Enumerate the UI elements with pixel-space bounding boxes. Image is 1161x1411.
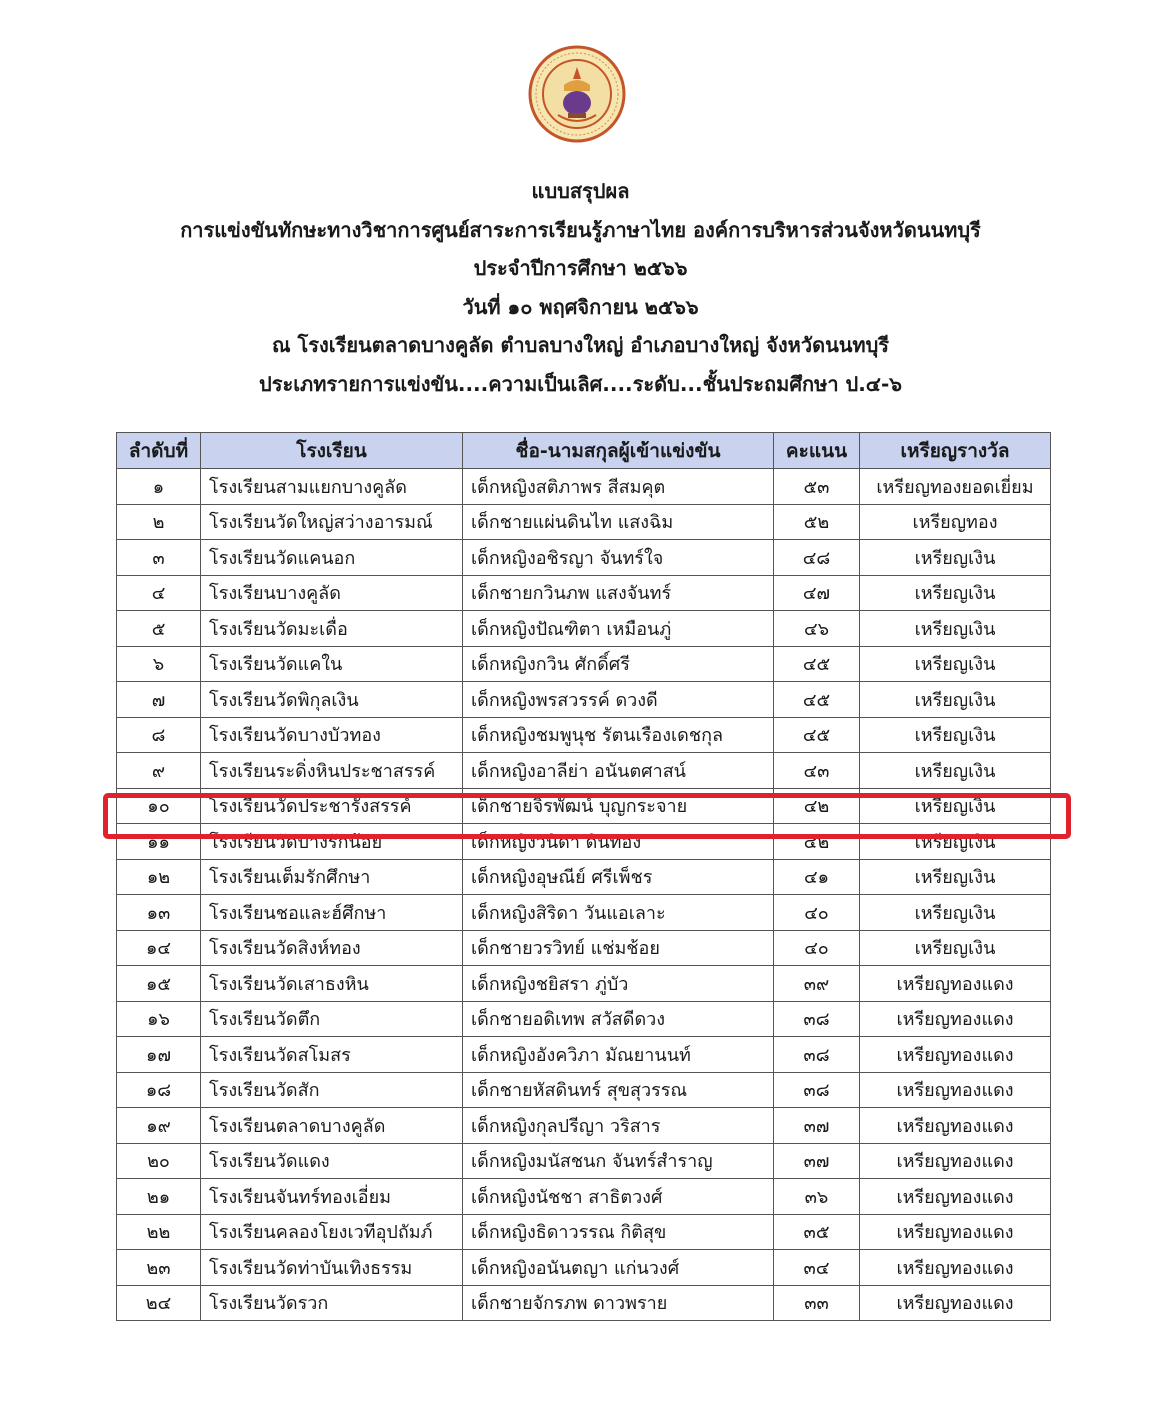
school-cell: โรงเรียนวัดสัก — [201, 1072, 463, 1108]
award-cell: เหรียญทองแดง — [860, 1285, 1051, 1321]
score-cell: ๕๓ — [774, 469, 860, 505]
student-cell: เด็กชายวรวิทย์ แช่มช้อย — [463, 930, 774, 966]
score-cell: ๔๐ — [774, 895, 860, 931]
student-cell: เด็กชายหัสดินทร์ สุขสุวรรณ — [463, 1072, 774, 1108]
score-cell: ๓๓ — [774, 1285, 860, 1321]
school-cell: โรงเรียนวัดแคนอก — [201, 540, 463, 576]
rank-cell: ๑๖ — [117, 1001, 201, 1037]
award-cell: เหรียญเงิน — [860, 575, 1051, 611]
award-cell: เหรียญเงิน — [860, 930, 1051, 966]
competition-date: วันที่ ๑๐ พฤศจิกายน ๒๕๖๖ — [462, 294, 699, 319]
document-header — [0, 172, 1161, 403]
table-row — [117, 753, 1051, 789]
rank-cell: ๑๙ — [117, 1108, 201, 1144]
rank-cell: ๗ — [117, 682, 201, 718]
table-row — [117, 540, 1051, 576]
student-cell: เด็กหญิงพรสวรรค์ ดวงดี — [463, 682, 774, 718]
student-cell: เด็กหญิงอชิรญา จันทร์ใจ — [463, 540, 774, 576]
score-cell: ๔๘ — [774, 540, 860, 576]
school-cell: โรงเรียนวัดแดง — [201, 1143, 463, 1179]
score-cell: ๓๘ — [774, 1037, 860, 1073]
student-cell: เด็กหญิงปัณฑิตา เหมือนภู่ — [463, 611, 774, 647]
score-cell: ๓๘ — [774, 1001, 860, 1037]
award-cell: เหรียญเงิน — [860, 611, 1051, 647]
student-cell: เด็กหญิงสติภาพร สีสมคุต — [463, 469, 774, 505]
school-seal-icon — [528, 45, 626, 143]
award-cell: เหรียญทองยอดเยี่ยม — [860, 469, 1051, 505]
award-cell: เหรียญเงิน — [860, 682, 1051, 718]
score-cell: ๔๕ — [774, 646, 860, 682]
student-cell: เด็กหญิงวนิดา ดินทอง — [463, 824, 774, 860]
table-row — [117, 1072, 1051, 1108]
table-row — [117, 469, 1051, 505]
score-cell: ๔๒ — [774, 788, 860, 824]
award-cell: เหรียญเงิน — [860, 646, 1051, 682]
student-cell: เด็กชายจักรภพ ดาวพราย — [463, 1285, 774, 1321]
score-cell: ๓๘ — [774, 1072, 860, 1108]
table-row — [117, 646, 1051, 682]
rank-cell: ๑๑ — [117, 824, 201, 860]
student-cell: เด็กหญิงสิริดา วันแอเลาะ — [463, 895, 774, 931]
student-cell: เด็กชายแผ่นดินไท แสงฉิม — [463, 504, 774, 540]
school-cell: โรงเรียนวัดมะเดื่อ — [201, 611, 463, 647]
award-cell: เหรียญทองแดง — [860, 966, 1051, 1002]
school-cell: โรงเรียนบางคูลัด — [201, 575, 463, 611]
rank-cell: ๙ — [117, 753, 201, 789]
score-cell: ๔๐ — [774, 930, 860, 966]
award-cell: เหรียญเงิน — [860, 895, 1051, 931]
table-row — [117, 717, 1051, 753]
score-cell: ๔๓ — [774, 753, 860, 789]
award-cell: เหรียญทองแดง — [860, 1037, 1051, 1073]
award-cell: เหรียญเงิน — [860, 717, 1051, 753]
rank-cell: ๔ — [117, 575, 201, 611]
score-cell: ๔๑ — [774, 859, 860, 895]
score-cell: ๓๙ — [774, 966, 860, 1002]
student-cell: เด็กหญิงอังควิภา มัณยานนท์ — [463, 1037, 774, 1073]
academic-year: ประจำปีการศึกษา ๒๕๖๖ — [473, 256, 688, 280]
score-cell: ๔๒ — [774, 824, 860, 860]
score-cell: ๔๗ — [774, 575, 860, 611]
table-row — [117, 611, 1051, 647]
school-cell: โรงเรียนวัดสโมสร — [201, 1037, 463, 1073]
student-cell: เด็กหญิงกุลปรีญา วริสาร — [463, 1108, 774, 1144]
rank-cell: ๑๒ — [117, 859, 201, 895]
rank-cell: ๖ — [117, 646, 201, 682]
school-cell: โรงเรียนวัดบางรักน้อย — [201, 824, 463, 860]
rank-cell: ๘ — [117, 717, 201, 753]
school-cell: โรงเรียนวัดเสาธงหิน — [201, 966, 463, 1002]
student-cell: เด็กหญิงอนันตญา แก่นวงศ์ — [463, 1250, 774, 1286]
award-cell: เหรียญทองแดง — [860, 1143, 1051, 1179]
table-row — [117, 1037, 1051, 1073]
score-cell: ๔๖ — [774, 611, 860, 647]
table-row — [117, 895, 1051, 931]
award-cell: เหรียญทองแดง — [860, 1108, 1051, 1144]
row-highlight-box — [103, 793, 1071, 839]
score-cell: ๓๗ — [774, 1143, 860, 1179]
document-title: แบบสรุปผล — [531, 179, 630, 203]
table-row — [117, 504, 1051, 540]
competition-subtitle: การแข่งขันทักษะทางวิชาการศูนย์สาระการเรียนรู้ภาษาไทย องค์การบริหารส่วนจังหวัดนนทบุรี — [180, 217, 981, 242]
score-cell: ๓๕ — [774, 1214, 860, 1250]
student-cell: เด็กหญิงชมพูนุช รัตนเรืองเดชกุล — [463, 717, 774, 753]
score-cell: ๔๕ — [774, 717, 860, 753]
competition-category: ประเภทรายการแข่งขัน....ความเป็นเลิศ....ระดับ...ชั้นประถมศึกษา ป.๔-๖ — [259, 371, 902, 396]
award-cell: เหรียญเงิน — [860, 540, 1051, 576]
table-row — [117, 1179, 1051, 1215]
table-row — [117, 1214, 1051, 1250]
student-cell: เด็กหญิงชยิสรา ภู่บัว — [463, 966, 774, 1002]
column-header-student: ชื่อ-นามสกุลผู้เข้าแข่งขัน — [463, 433, 774, 469]
school-cell: โรงเรียนวัดใหญ่สว่างอารมณ์ — [201, 504, 463, 540]
school-cell: โรงเรียนวัดท่าบันเทิงธรรม — [201, 1250, 463, 1286]
school-cell: โรงเรียนชอและฮ์ศึกษา — [201, 895, 463, 931]
award-cell: เหรียญทอง — [860, 504, 1051, 540]
award-cell: เหรียญเงิน — [860, 753, 1051, 789]
rank-cell: ๒ — [117, 504, 201, 540]
table-row — [117, 682, 1051, 718]
school-cell: โรงเรียนเต็มรักศึกษา — [201, 859, 463, 895]
table-row — [117, 1250, 1051, 1286]
score-cell: ๓๗ — [774, 1108, 860, 1144]
award-cell: เหรียญเงิน — [860, 824, 1051, 860]
rank-cell: ๑๘ — [117, 1072, 201, 1108]
award-cell: เหรียญทองแดง — [860, 1072, 1051, 1108]
score-cell: ๓๔ — [774, 1250, 860, 1286]
score-cell: ๓๖ — [774, 1179, 860, 1215]
award-cell: เหรียญทองแดง — [860, 1001, 1051, 1037]
rank-cell: ๒๔ — [117, 1285, 201, 1321]
table-body — [117, 469, 1051, 1321]
rank-cell: ๑ — [117, 469, 201, 505]
rank-cell: ๒๓ — [117, 1250, 201, 1286]
student-cell: เด็กหญิงกวิน ศักดิ์ศรี — [463, 646, 774, 682]
score-cell: ๔๕ — [774, 682, 860, 718]
column-header-award: เหรียญรางวัล — [860, 433, 1051, 469]
award-cell: เหรียญทองแดง — [860, 1179, 1051, 1215]
score-cell: ๕๒ — [774, 504, 860, 540]
award-cell: เหรียญเงิน — [860, 859, 1051, 895]
school-cell: โรงเรียนคลองโยงเวทีอุปถัมภ์ — [201, 1214, 463, 1250]
competition-venue: ณ โรงเรียนตลาดบางคูลัด ตำบลบางใหญ่ อำเภอบางใหญ่ จังหวัดนนทบุรี — [271, 333, 890, 357]
student-cell: เด็กชายกวินภพ แสงจันทร์ — [463, 575, 774, 611]
student-cell: เด็กหญิงอาลีย่า อนันตศาสน์ — [463, 753, 774, 789]
school-cell: โรงเรียนวัดประชารังสรรค์ — [201, 788, 463, 824]
rank-cell: ๑๔ — [117, 930, 201, 966]
school-cell: โรงเรียนระดิ่งหินประชาสรรค์ — [201, 753, 463, 789]
rank-cell: ๒๒ — [117, 1214, 201, 1250]
student-cell: เด็กชายจิรพัฒน์ บุญกระจาย — [463, 788, 774, 824]
award-cell: เหรียญทองแดง — [860, 1250, 1051, 1286]
table-row — [117, 1143, 1051, 1179]
school-cell: โรงเรียนวัดรวก — [201, 1285, 463, 1321]
results-table — [116, 432, 1051, 1321]
school-cell: โรงเรียนตลาดบางคูลัด — [201, 1108, 463, 1144]
school-cell: โรงเรียนวัดแคใน — [201, 646, 463, 682]
school-cell: โรงเรียนวัดสิงห์ทอง — [201, 930, 463, 966]
table-row — [117, 1108, 1051, 1144]
school-cell: โรงเรียนสามแยกบางคูลัด — [201, 469, 463, 505]
rank-cell: ๓ — [117, 540, 201, 576]
award-cell: เหรียญทองแดง — [860, 1214, 1051, 1250]
table-row — [117, 1001, 1051, 1037]
school-cell: โรงเรียนวัดบางบัวทอง — [201, 717, 463, 753]
rank-cell: ๑๐ — [117, 788, 201, 824]
rank-cell: ๑๓ — [117, 895, 201, 931]
column-header-school: โรงเรียน — [201, 433, 463, 469]
seal-graphic — [528, 45, 626, 143]
student-cell: เด็กหญิงมนัสชนก จันทร์สำราญ — [463, 1143, 774, 1179]
table-row — [117, 859, 1051, 895]
table-row — [117, 1285, 1051, 1321]
column-header-score: คะแนน — [774, 433, 860, 469]
rank-cell: ๕ — [117, 611, 201, 647]
table-row — [117, 966, 1051, 1002]
school-cell: โรงเรียนจันทร์ทองเอี่ยม — [201, 1179, 463, 1215]
table-header-row — [117, 433, 1051, 469]
student-cell: เด็กหญิงธิดาวรรณ กิติสุข — [463, 1214, 774, 1250]
student-cell: เด็กหญิงนัชชา สาธิตวงศ์ — [463, 1179, 774, 1215]
table-row — [117, 930, 1051, 966]
student-cell: เด็กชายอดิเทพ สวัสดีดวง — [463, 1001, 774, 1037]
student-cell: เด็กหญิงอุษณีย์ ศรีเพ็ชร — [463, 859, 774, 895]
rank-cell: ๑๗ — [117, 1037, 201, 1073]
table-row — [117, 575, 1051, 611]
school-cell: โรงเรียนวัดตึก — [201, 1001, 463, 1037]
rank-cell: ๒๐ — [117, 1143, 201, 1179]
award-cell: เหรียญเงิน — [860, 788, 1051, 824]
school-cell: โรงเรียนวัดพิกุลเงิน — [201, 682, 463, 718]
rank-cell: ๑๕ — [117, 966, 201, 1002]
column-header-rank: ลำดับที่ — [117, 433, 201, 469]
rank-cell: ๒๑ — [117, 1179, 201, 1215]
